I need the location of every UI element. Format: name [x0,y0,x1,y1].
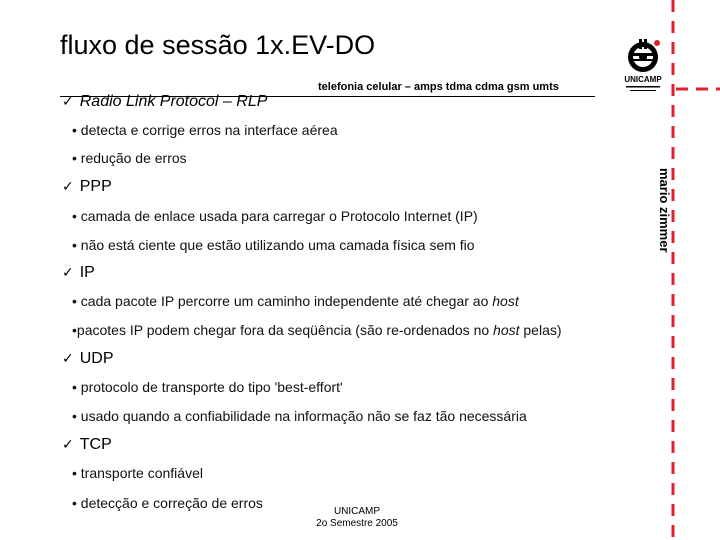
bullet-item: • usado quando a confiabilidade na informação não se faz tão necessária [72,408,527,424]
section-heading-label: TCP [79,436,112,453]
bullet-text: camada de enlace usada para carregar o Protocolo Internet (IP) [80,208,478,224]
unicamp-logo [620,35,666,97]
bullet-text: não está ciente que estão utilizando uma camada física sem fio [80,237,475,253]
checkmark-icon: ✓ [62,94,74,110]
section-heading-label: Radio Link Protocol – RLP [79,93,268,110]
bullet-text: usado quando a confiabilidade na informação não se faz tão necessária [80,408,527,424]
slide-title: fluxo de sessão 1x.EV-DO [60,30,376,60]
red-dashed-horizontal-line [676,87,720,91]
bullet-item: • redução de erros [72,150,187,166]
logo-text: UNICAMP [624,75,662,84]
checkmark-icon: ✓ [62,265,74,281]
bullet-text: redução de erros [80,150,187,166]
bullet-text-tail: pelas) [519,322,562,338]
bullet-text: pacotes IP podem chegar fora da seqüência (são re-ordenados no [76,322,494,338]
bullet-text: transporte confiável [80,465,203,481]
section-heading-label: IP [79,264,95,281]
bullet-item: • camada de enlace usada para carregar o Protocolo Internet (IP) [72,208,478,224]
bullet-item: • protocolo de transporte do tipo 'best-effort' [72,379,343,395]
checkmark-icon: ✓ [62,351,74,367]
section-heading-ip [62,264,95,282]
footer-semester: 2o Semestre 2005 [316,518,398,529]
checkmark-icon: ✓ [62,437,74,453]
bullet-item: • transporte confiável [72,465,203,481]
bullet-item: • detecção e correção de erros [72,495,263,511]
red-dashed-vertical-line [671,0,675,540]
bullet-item: • cada pacote IP percorre um caminho independente até chegar ao host [72,293,519,309]
bullet-text: cada pacote IP percorre um caminho independente até chegar ao [80,293,493,309]
section-heading-tcp [62,436,112,454]
course-subtitle: telefonia celular – amps tdma cdma gsm umts [318,81,559,93]
footer-institution: UNICAMP [333,506,381,517]
bullet-item: • não está ciente que estão utilizando uma camada física sem fio [72,237,475,253]
bullet-item: •pacotes IP podem chegar fora da seqüência (são re-ordenados no host pelas) [72,322,562,338]
bullet-item: • detecta e corrige erros na interface aérea [72,122,338,138]
bullet-emphasis: host [493,322,520,338]
bullet-text: protocolo de transporte do tipo 'best-effort' [80,379,343,395]
author-name: mario zimmer [657,168,672,253]
bullet-emphasis: host [492,293,519,309]
section-heading-ppp [62,178,112,196]
section-heading-udp [62,350,114,368]
section-heading-rlp [62,93,267,111]
bullet-text: detecta e corrige erros na interface aérea [80,122,338,138]
section-heading-label: PPP [79,178,112,195]
checkmark-icon: ✓ [62,179,74,195]
bullet-text: detecção e correção de erros [80,495,263,511]
section-heading-label: UDP [79,350,114,367]
